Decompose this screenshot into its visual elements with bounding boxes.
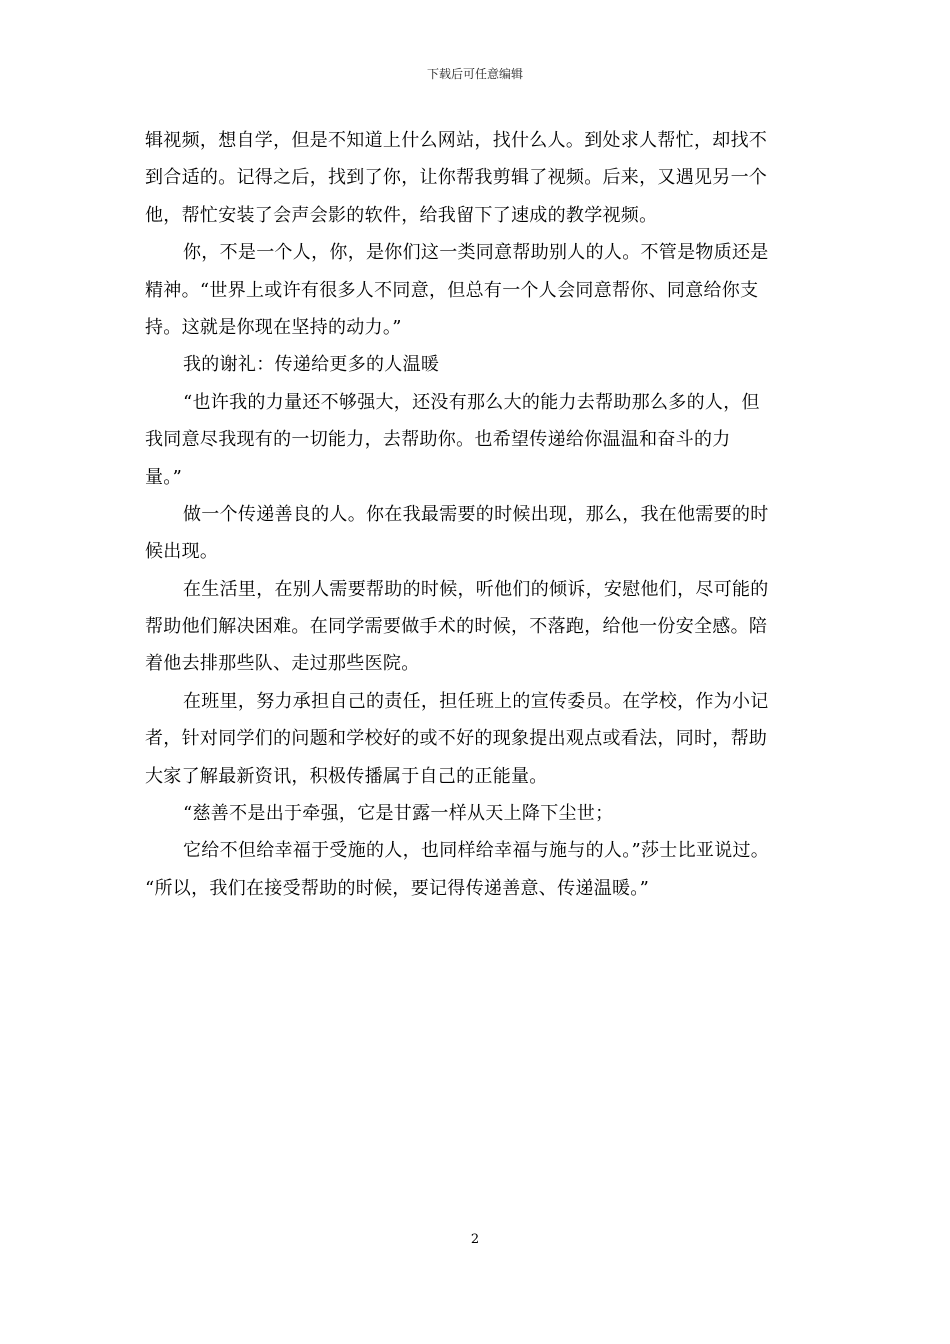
text-line: 你，不是一个人，你，是你们这一类同意帮助别人的人。不管是物质还是: [183, 242, 769, 264]
page-number: 2: [470, 1232, 480, 1247]
page-header: 下载后可任意编辑: [426, 67, 523, 81]
text-line: 辑视频，想自学，但是不知道上什么网站，找什么人。到处求人帮忙，却找不: [145, 130, 768, 151]
text-line: 他，帮忙安装了会声会影的软件，给我留下了速成的教学视频。: [145, 204, 658, 226]
text-line: 候出现。: [145, 541, 219, 563]
text-line: “所以，我们在接受帮助的时候，要记得传递善意、传递温暖。”: [145, 877, 650, 899]
text-line: 量。”: [145, 466, 183, 488]
text-line: 着他去排那些队、走过那些医院。: [145, 653, 420, 675]
text-line: 它给不但给幸福于受施的人，也同样给幸福与施与的人。”莎士比亚说过。: [183, 840, 770, 862]
text-line: 者，针对同学们的问题和学校好的或不好的现象提出观点或看法，同时，帮助: [145, 728, 768, 750]
document-body: [145, 122, 809, 907]
text-line: 我同意尽我现有的一切能力，去帮助你。也希望传递给你温温和奋斗的力: [145, 429, 731, 451]
text-line: 到合适的。记得之后，找到了你，让你帮我剪辑了视频。后来，又遇见另一个: [145, 167, 768, 189]
text-line: 在班里，努力承担自己的责任，担任班上的宣传委员。在学校，作为小记: [183, 690, 769, 712]
text-line: 持。这就是你现在坚持的动力。”: [145, 316, 402, 338]
text-line: 大家了解最新资讯，积极传播属于自己的正能量。: [145, 765, 548, 787]
text-line: “也许我的力量还不够强大，还没有那么大的能力去帮助那么多的人，但: [183, 391, 760, 413]
text-line: 在生活里，在别人需要帮助的时候，听他们的倾诉，安慰他们，尽可能的: [183, 578, 769, 600]
text-line: “慈善不是出于牵强，它是甘露一样从天上降下尘世；: [183, 803, 614, 825]
text-line: 精神。“世界上或许有很多人不同意，但总有一个人会同意帮你、同意给你支: [145, 279, 759, 301]
section-heading: 我的谢礼：传递给更多的人温暖: [183, 354, 440, 376]
text-line: 做一个传递善良的人。你在我最需要的时候出现，那么，我在他需要的时: [183, 503, 769, 525]
text-line: 帮助他们解决困难。在同学需要做手术的时候，不落跑，给他一份安全感。陪: [145, 616, 768, 638]
